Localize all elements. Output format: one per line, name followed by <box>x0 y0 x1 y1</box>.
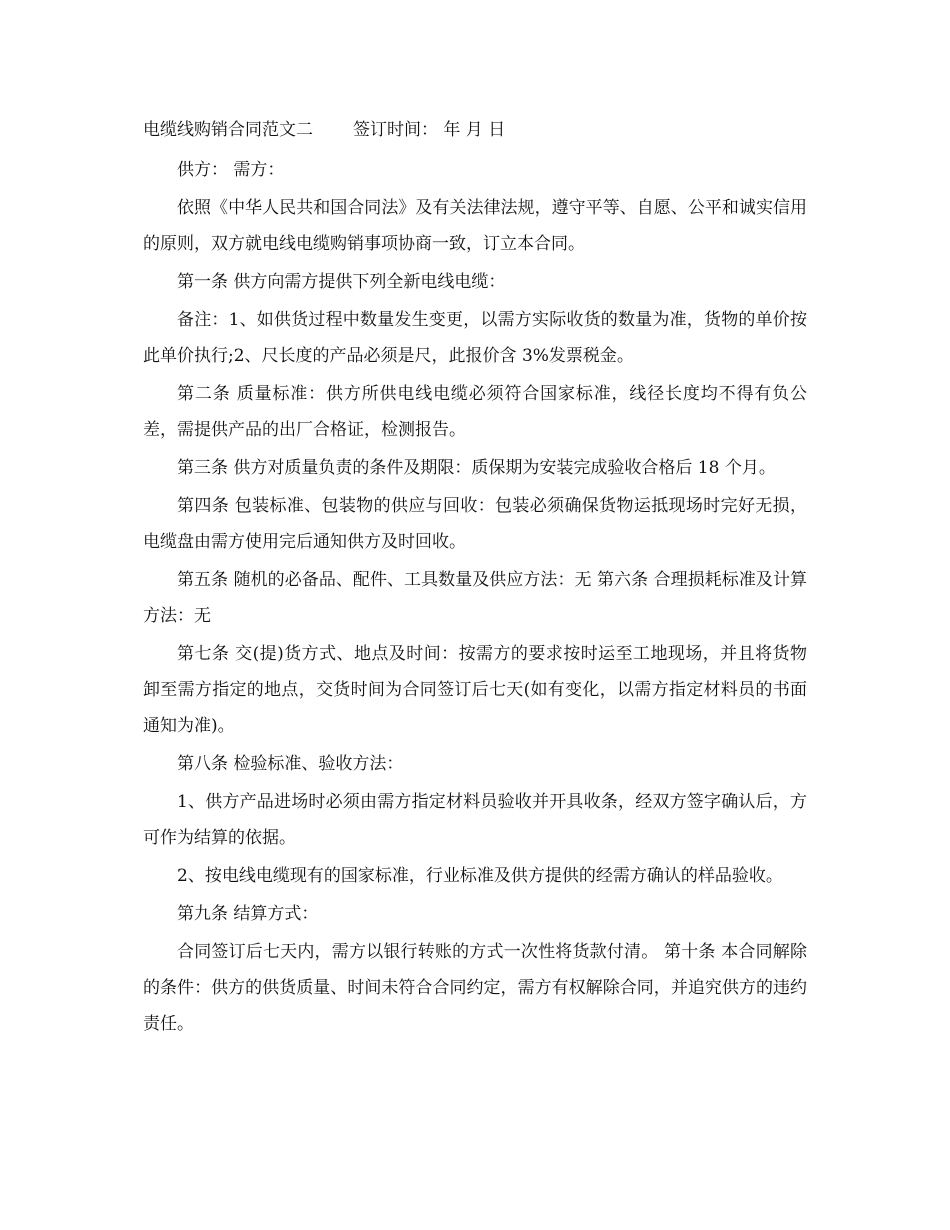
article-3: 第三条 供方对质量负责的条件及期限：质保期为安装完成验收合格后 18 个月。 <box>177 458 776 478</box>
article-2: 第二条 质量标准：供方所供电线电缆必须符合国家标准，线径长度均不得有负公差，需提供产品的出厂合格证，检测报告。 <box>143 384 807 440</box>
title-line <box>143 112 807 148</box>
article-7: 第七条 交(提)货方式、地点及时间：按需方的要求按时运至工地现场，并且将货物卸至需方指定的地点，交货时间为合同签订后七天(如有变化，以需方指定材料员的书面通知为准)。 <box>143 644 807 736</box>
article-8-item-1: 1、供方产品进场时必须由需方指定材料员验收并开具收条，经双方签字确认后，方可作为结算的依据。 <box>143 792 807 848</box>
article-9-10-paragraph: 合同签订后七天内，需方以银行转账的方式一次性将货款付清。 第十条 本合同解除的条件：供方的供货质量、时间未符合合同约定，需方有权解除合同，并追究供方的违约责任。 <box>143 942 807 1034</box>
document-title: 电缆线购销合同范文二 <box>143 120 313 140</box>
preamble-paragraph: 依照《中华人民共和国合同法》及有关法律法规，遵守平等、自愿、公平和诚实信用的原则，双方就电线电缆购销事项协商一致，订立本合同。 <box>143 198 807 254</box>
parties-line: 供方： 需方： <box>177 160 285 180</box>
article-8: 第八条 检验标准、验收方法： <box>177 754 404 774</box>
article-5-6: 第五条 随机的必备品、配件、工具数量及供应方法：无 第六条 合理损耗标准及计算方法：无 <box>143 570 807 626</box>
article-1: 第一条 供方向需方提供下列全新电线电缆： <box>177 272 506 292</box>
article-8-item-2: 2、按电线电缆现有的国家标准，行业标准及供方提供的经需方确认的样品验收。 <box>177 866 783 886</box>
article-9: 第九条 结算方式： <box>177 904 319 924</box>
sign-time: 签订时间： 年 月 日 <box>353 120 506 140</box>
document-body <box>143 112 807 1044</box>
article-4: 第四条 包装标准、包装物的供应与回收：包装必须确保货物运抵现场时完好无损，电缆盘由需方使用完后通知供方及时回收。 <box>143 496 807 552</box>
remarks-paragraph: 备注：1、如供货过程中数量发生变更，以需方实际收货的数量为准，货物的单价按此单价执行;2、尺长度的产品必须是尺，此报价含 3%发票税金。 <box>143 310 807 366</box>
